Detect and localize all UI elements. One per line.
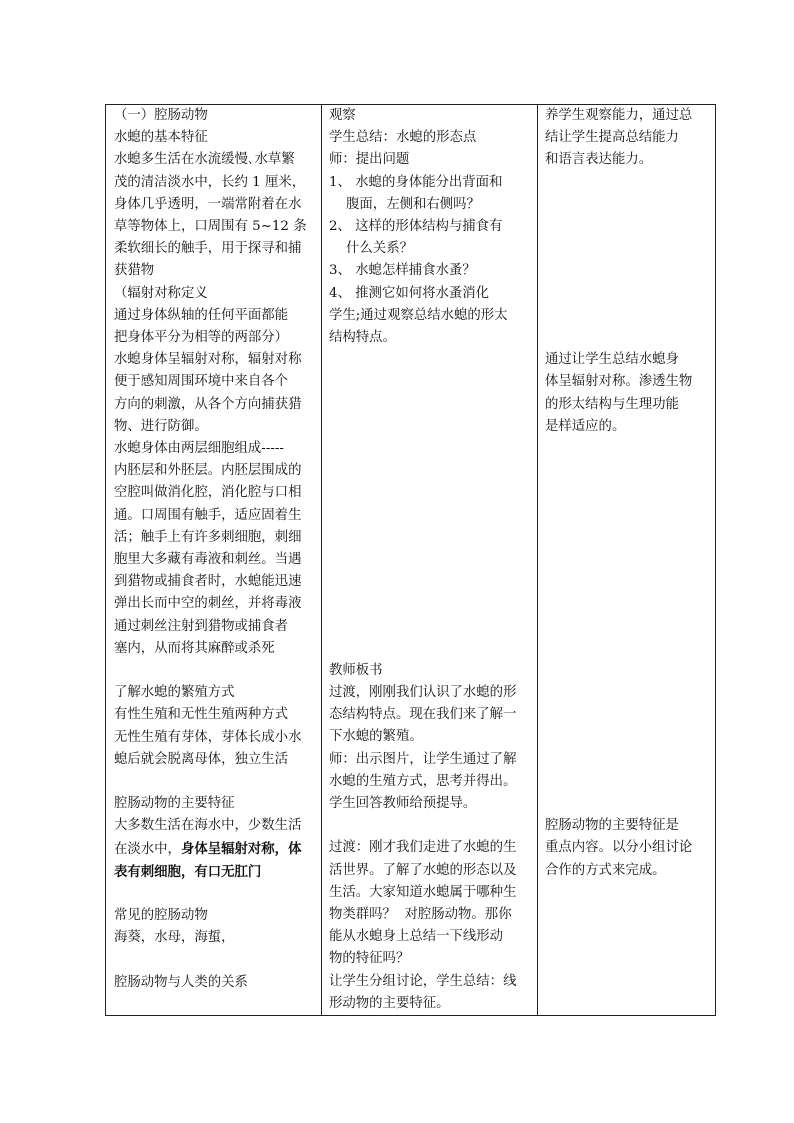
text-line: 师：出示图片，让学生通过了解	[329, 751, 517, 767]
text-line: 柔软细长的触手，用于探寻和捕	[114, 241, 302, 257]
text-line: 螅后就会脱离母体，独立生活	[114, 751, 289, 767]
text-line: 的形太结构与生理功能	[545, 396, 679, 412]
text-line: 获猎物	[114, 263, 155, 279]
blank-line	[329, 549, 532, 571]
text-line: 无性生殖有芽体，芽体长成小水	[114, 729, 302, 745]
text-line: 水螅的生殖方式，思考并得出。	[329, 773, 517, 789]
text-line: 观察	[329, 108, 356, 123]
text-line: 结让学生提高总结能力	[545, 130, 679, 146]
blank-line	[545, 749, 710, 771]
text-line: 海葵，水母，海蜇，	[114, 930, 235, 946]
text-line: 水螅身体呈辐射对称，辐射对称	[114, 352, 302, 368]
blank-line	[329, 615, 532, 637]
text-line: 便于感知周围环境中来自各个	[114, 374, 289, 390]
blank-line	[545, 216, 710, 238]
text-line: 物类群吗？ 对腔肠动物。那你	[329, 907, 512, 923]
text-line: 2、 这样的形体结构与捕食有	[329, 219, 503, 235]
blank-line	[545, 726, 710, 748]
blank-line	[545, 638, 710, 660]
text-line: 过渡，刚刚我们认识了水螅的形	[329, 685, 517, 701]
text-line: 体呈辐射对称。渗透生物	[545, 374, 693, 390]
blank-line	[545, 660, 710, 682]
text-line: 到猎物或捕食者时，水螅能迅速	[114, 574, 302, 590]
text-line: 生活。大家知道水螅属于哪种生	[329, 884, 517, 900]
text-line: 教师板书	[329, 662, 383, 678]
text-line: 身体几乎透明，一端常附着在水	[114, 196, 302, 212]
text-line: 弹出长而中空的刺丝，并将毒液	[114, 596, 302, 612]
text-line: 腔肠动物与人类的关系	[114, 974, 248, 990]
blank-line	[329, 482, 532, 504]
blank-line	[545, 549, 710, 571]
text-line: 结构特点。	[329, 330, 396, 346]
blank-line	[545, 527, 710, 549]
blank-line	[545, 460, 710, 482]
blank-line	[545, 504, 710, 526]
text-line: 活；触手上有许多刺细胞，刺细	[114, 529, 302, 545]
text-line: 什么关系？	[329, 241, 413, 257]
blank-line	[545, 283, 710, 305]
blank-line	[329, 505, 532, 527]
text-line: 把身体平分为相等的两部分）	[114, 330, 289, 346]
text-line: 水螅的基本特征	[114, 130, 208, 146]
blank-line	[545, 482, 710, 504]
blank-line	[545, 593, 710, 615]
blank-line	[545, 682, 710, 704]
text-line: 下水螅的繁殖。	[329, 729, 423, 745]
text-line: （辐射对称定义	[114, 285, 208, 301]
text-line: 师：提出问题	[329, 152, 410, 168]
text-line: 胞里大多藏有毒液和刺丝。当遇	[114, 552, 302, 568]
blank-line	[329, 815, 532, 837]
purpose-column	[538, 105, 715, 1015]
blank-line	[545, 771, 710, 793]
mixed-emphasis-line	[114, 838, 316, 861]
blank-line	[545, 704, 710, 726]
text-line: 空腔叫做消化腔，消化腔与口相	[114, 485, 302, 501]
blank-line	[114, 660, 316, 682]
text-line: 通。口周围有触手，适应固着生	[114, 507, 302, 523]
text-line: 通过刺丝注射到猎物或捕食者	[114, 618, 289, 634]
text-line: 合作的方式来完成。	[545, 862, 666, 878]
blank-line	[114, 771, 316, 793]
text-line: 通过身体纵轴的任何平面都能	[114, 307, 289, 323]
text-line: 腔肠动物的主要特征	[114, 796, 235, 812]
blank-line	[545, 571, 710, 593]
bold-text-segment: 身体呈辐射对称，体	[180, 840, 302, 857]
blank-line	[329, 394, 532, 416]
text-line: 腔肠动物的主要特征是	[545, 818, 679, 834]
activity-column	[322, 105, 538, 1015]
blank-line	[329, 416, 532, 438]
text-segment: 在淡水中，	[114, 841, 181, 857]
blank-line	[329, 593, 532, 615]
text-line: 方向的刺激，从各个方向捕获猎	[114, 396, 302, 412]
blank-line	[545, 438, 710, 460]
text-line: 有性生殖和无性生殖两种方式	[114, 707, 289, 723]
blank-line	[114, 883, 316, 905]
text-line: 学生回答教师给预提导。	[329, 796, 477, 812]
text-line: 通过让学生总结水螅身	[545, 352, 679, 368]
text-line: 常见的腔肠动物	[114, 908, 208, 924]
text-line: 物、进行防御。	[114, 418, 208, 434]
blank-line	[329, 371, 532, 393]
blank-line	[545, 260, 710, 282]
blank-line	[329, 571, 532, 593]
blank-line	[329, 460, 532, 482]
blank-line	[545, 305, 710, 327]
text-line: 大多数生活在海水中，少数生活	[114, 818, 302, 834]
blank-line	[329, 638, 532, 660]
text-line: 表有刺细胞，有口无肛门	[114, 863, 262, 880]
blank-line	[329, 527, 532, 549]
text-line: 重点内容。以分小组讨论	[545, 840, 693, 856]
blank-line	[545, 327, 710, 349]
text-line: 物的特征吗？	[329, 951, 410, 967]
text-line: 草等物体上，口周围有 5~12 条	[114, 219, 307, 235]
blank-line	[545, 238, 710, 260]
text-line: 塞内，从而将其麻醉或杀死	[114, 640, 275, 656]
text-line: 茂的清洁淡水中，长约 1 厘米，	[114, 174, 306, 190]
text-line: 学生总结：水螅的形态点	[329, 130, 477, 146]
content-column	[106, 105, 322, 1015]
blank-line	[545, 793, 710, 815]
text-line: 3、 水螅怎样捕食水蚤？	[329, 263, 476, 279]
blank-line	[114, 950, 316, 972]
blank-line	[545, 615, 710, 637]
blank-line	[545, 194, 710, 216]
text-line: 1、 水螅的身体能分出背面和	[329, 174, 503, 190]
text-line: 腹面，左侧和右侧吗？	[329, 196, 480, 212]
text-line: 活世界。了解了水螅的形态以及	[329, 862, 517, 878]
text-line: 让学生分组讨论，学生总结：线	[329, 973, 517, 989]
blank-line	[545, 172, 710, 194]
text-line: （一）腔肠动物	[114, 108, 208, 123]
text-line: 4、 推测它如何将水蚤消化	[329, 285, 490, 301]
lesson-table	[105, 104, 716, 1016]
text-line: 了解水螅的繁殖方式	[114, 685, 235, 701]
text-line: 水螅身体由两层细胞组成-----	[114, 441, 284, 457]
text-line: 养学生观察能力，通过总	[545, 108, 693, 123]
text-line: 学生;通过观察总结水螅的形太	[329, 307, 508, 323]
text-line: 态结构特点。现在我们来了解一	[329, 707, 517, 723]
text-line: 内胚层和外胚层。内胚层围成的	[114, 463, 302, 479]
text-line: 过渡：刚才我们走进了水螅的生	[329, 840, 517, 856]
text-line: 和语言表达能力。	[545, 152, 653, 168]
text-line: 形动物的主要特征。	[329, 995, 450, 1011]
blank-line	[329, 438, 532, 460]
blank-line	[329, 349, 532, 371]
text-line: 是样适应的。	[545, 418, 626, 434]
text-line: 水螅多生活在水流缓慢､水草繁	[114, 152, 295, 168]
text-line: 能从水螅身上总结一下线形动	[329, 929, 504, 945]
